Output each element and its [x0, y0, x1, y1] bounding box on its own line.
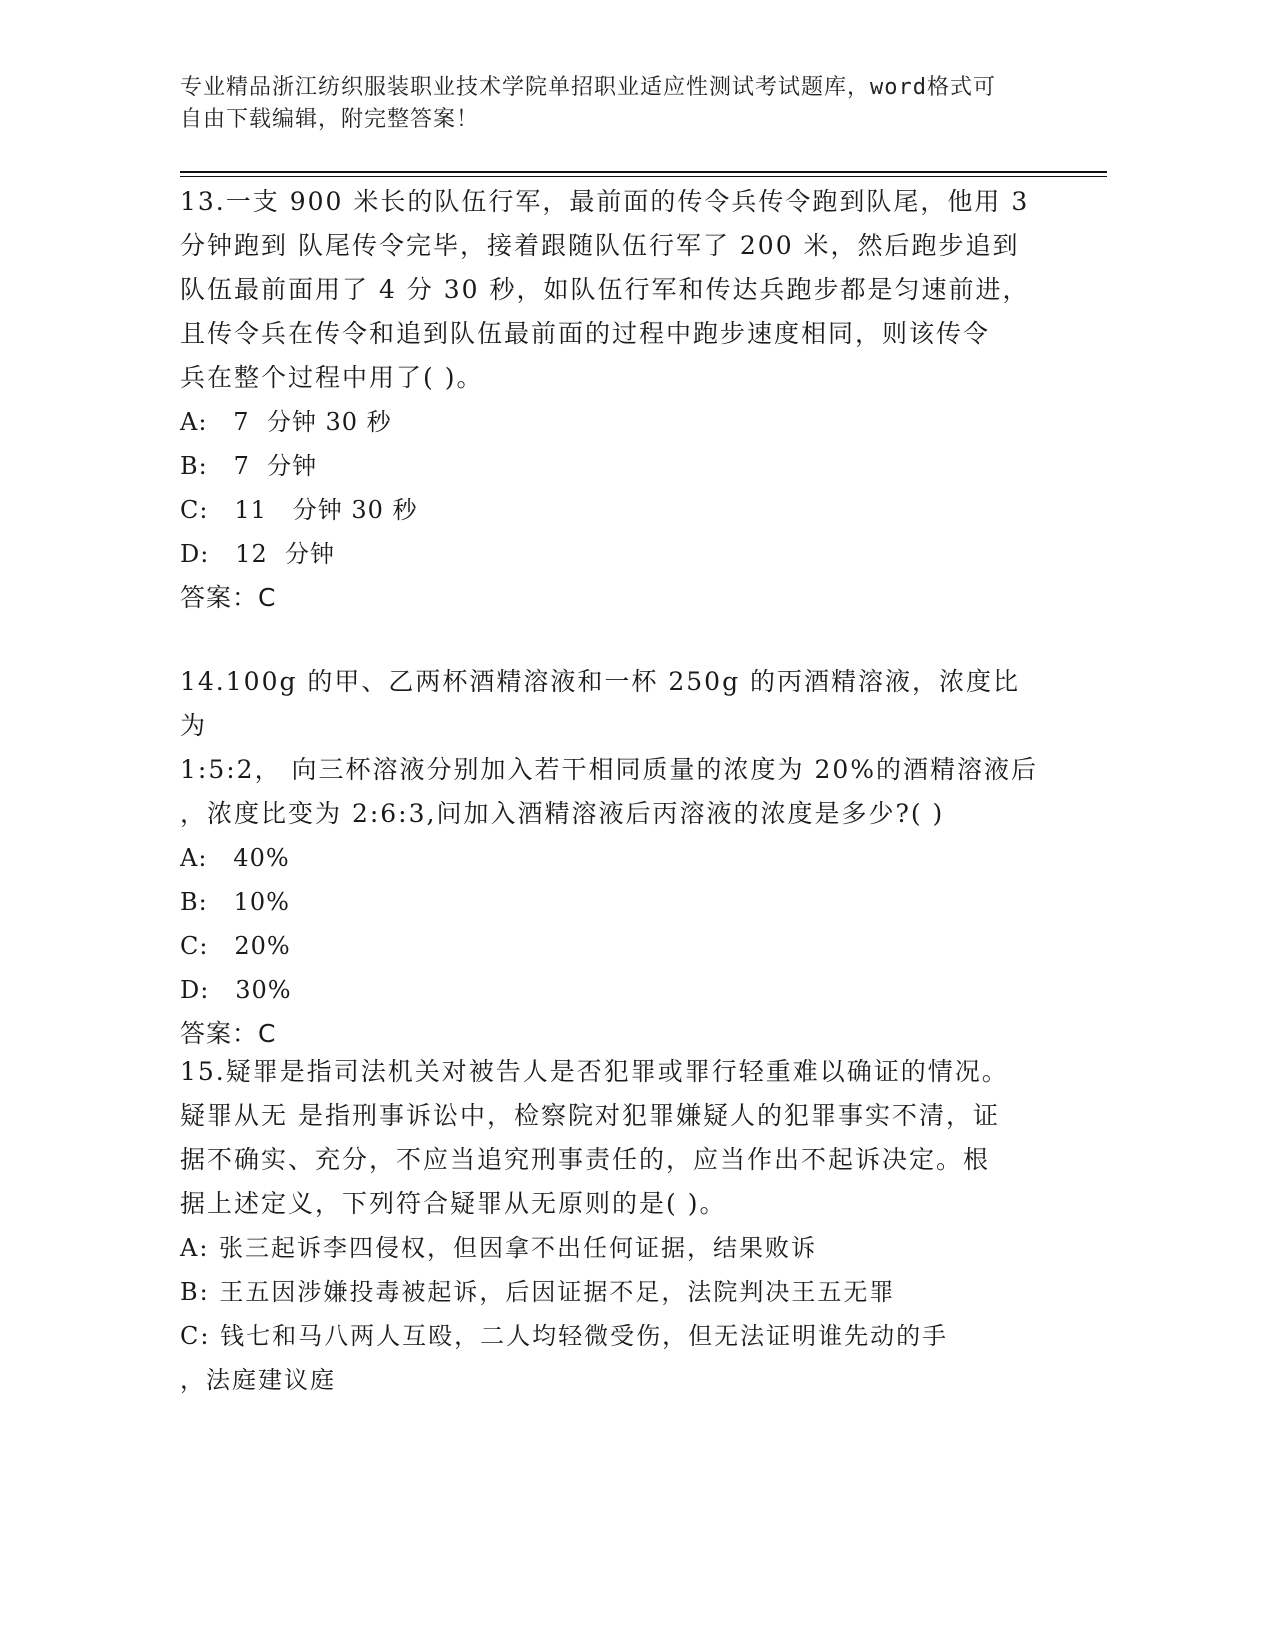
question-stem-line: 据不确实、充分，不应当追究刑事责任的，应当作出不起诉决定。根	[180, 1145, 991, 1174]
question-stem-line: 14.100g 的甲、乙两杯酒精溶液和一杯 250g 的丙酒精溶液，浓度比为	[180, 667, 1021, 740]
question-stem-line: 15.疑罪是指司法机关对被告人是否犯罪或罪行轻重难以确证的情况。	[180, 1057, 1009, 1086]
question-stem-line: 13.一支 900 米长的队伍行军，最前面的传令兵传令跑到队尾，他用 3	[180, 187, 1030, 216]
question-stem-line: 兵在整个过程中用了( )。	[180, 363, 484, 392]
answer-line: 答案：C	[180, 1019, 277, 1048]
option-d: D: 30%	[180, 976, 292, 1004]
question-stem-line: ，浓度比变为 2:6:3,问加入酒精溶液后丙溶液的浓度是多少?( )	[180, 799, 945, 828]
header-line-2: 自由下载编辑，附完整答案！	[180, 107, 480, 132]
option-a: A: 7 分钟 30 秒	[180, 408, 392, 436]
question-14	[180, 660, 1040, 1056]
option-c-continued: ，法庭建议庭	[180, 1366, 336, 1394]
question-stem-line: 疑罪从无 是指刑事诉讼中，检察院对犯罪嫌疑人的犯罪事实不清，证	[180, 1101, 1000, 1130]
document-header	[180, 72, 1040, 136]
question-stem-line: 队伍最前面用了 4 分 30 秒，如队伍行军和传达兵跑步都是匀速前进，	[180, 275, 1030, 304]
option-c: C: 钱七和马八两人互殴，二人均轻微受伤，但无法证明谁先动的手	[180, 1322, 949, 1350]
question-stem-line: 分钟跑到 队尾传令完毕，接着跟随队伍行军了 200 米，然后跑步追到	[180, 231, 1020, 260]
header-divider-thick	[180, 171, 1107, 173]
answer-line: 答案：C	[180, 583, 277, 612]
option-c: C: 20%	[180, 932, 291, 960]
option-c: C: 11 分钟 30 秒	[180, 496, 418, 524]
option-a: A: 张三起诉李四侵权，但因拿不出任何证据，结果败诉	[180, 1234, 818, 1262]
question-13	[180, 180, 1040, 620]
option-b: B: 王五因涉嫌投毒被起诉，后因证据不足，法院判决王五无罪	[180, 1278, 896, 1306]
option-d: D: 12 分钟	[180, 540, 336, 568]
question-stem-line: 且传令兵在传令和追到队伍最前面的过程中跑步速度相同，则该传令	[180, 319, 991, 348]
option-a: A: 40%	[180, 844, 290, 872]
header-divider-thin	[180, 176, 1107, 177]
header-line-1: 专业精品浙江纺织服装职业技术学院单招职业适应性测试考试题库，word格式可	[180, 75, 996, 100]
question-stem-line: 据上述定义，下列符合疑罪从无原则的是( )。	[180, 1189, 727, 1218]
question-15	[180, 1050, 1040, 1402]
option-b: B: 10%	[180, 888, 290, 916]
question-stem-line: 1:5:2， 向三杯溶液分别加入若干相同质量的浓度为 20%的酒精溶液后	[180, 755, 1039, 784]
option-b: B: 7 分钟	[180, 452, 318, 480]
